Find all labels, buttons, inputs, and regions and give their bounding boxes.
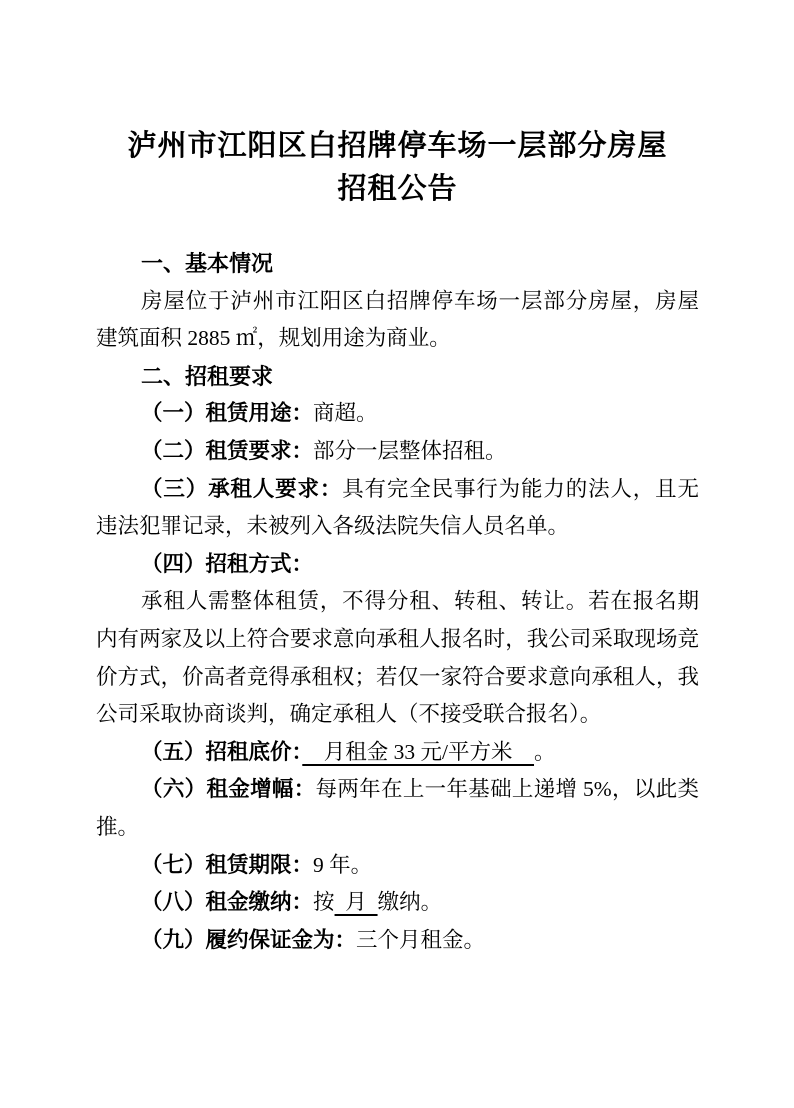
text-segment: 部分一层整体招租。 xyxy=(313,438,507,463)
section-heading: 一、基本情况 xyxy=(141,251,274,276)
text-segment: 。 xyxy=(534,739,556,764)
list-item xyxy=(96,734,699,772)
text-segment: 房屋位于泸州市江阳区白招牌停车场一层部分房屋，房屋建筑面积 2885 ㎡，规划用途为商业。 xyxy=(96,288,699,351)
text-segment: 商超。 xyxy=(313,401,378,426)
item-number: （七） xyxy=(141,852,206,877)
list-item xyxy=(96,395,699,433)
paragraph xyxy=(96,283,699,358)
item-number: （三） xyxy=(141,476,209,501)
item-label: 招租底价： xyxy=(205,739,303,764)
list-item xyxy=(96,433,699,471)
list-item xyxy=(96,546,699,584)
item-label: 招租方式： xyxy=(205,551,314,576)
text-segment: 缴纳。 xyxy=(377,890,443,915)
item-number: （四） xyxy=(141,551,206,576)
document-body xyxy=(96,245,699,959)
underlined-fill-in-text: 月租金 33 元/平方米 xyxy=(302,739,535,764)
item-number: （二） xyxy=(141,438,206,463)
list-item xyxy=(96,771,699,846)
text-segment: 三个月租金。 xyxy=(356,927,486,952)
item-label: 租金增幅： xyxy=(206,777,316,802)
item-label: 租赁要求： xyxy=(205,438,314,463)
item-number: （六） xyxy=(141,777,207,802)
item-label: 租赁用途： xyxy=(205,401,314,426)
list-item xyxy=(96,922,699,960)
document-title-line-2: 招租公告 xyxy=(337,173,458,205)
text-segment: 承租人需整体租赁，不得分租、转租、转让。若在报名期内有两家及以上符合要求意向承租人报名时，我公司采取现场竞价方式，价高者竞得承租权；若仅一家符合要求意向承租人，我公司采取协商谈判，确定承租人（不接受联合报名）。 xyxy=(96,589,699,727)
text-segment: 9 年。 xyxy=(313,852,373,877)
item-label: 租赁期限： xyxy=(205,852,314,877)
list-item xyxy=(96,847,699,885)
document-title xyxy=(96,125,699,211)
text-segment: 具有完全民事行为能力的法人，且无违法犯罪记录，未被列入各级法院失信人员名单。 xyxy=(96,476,699,539)
item-number: （九） xyxy=(141,927,206,952)
list-item xyxy=(96,884,699,922)
list-item xyxy=(96,471,699,546)
text-segment: 按 xyxy=(313,890,335,915)
paragraph xyxy=(96,583,699,733)
item-label: 租金缴纳： xyxy=(205,890,314,915)
item-label: 承租人要求： xyxy=(208,476,343,501)
document-content xyxy=(96,125,699,959)
item-label: 履约保证金为： xyxy=(205,927,357,952)
item-number: （五） xyxy=(141,739,206,764)
item-number: （一） xyxy=(141,401,206,426)
item-number: （八） xyxy=(141,890,206,915)
text-segment: 每两年在上一年基础上递增 5%，以此类推。 xyxy=(96,777,699,839)
underlined-fill-in-text: 月 xyxy=(334,890,378,915)
section-heading: 二、招租要求 xyxy=(141,363,274,389)
document-title-line-1: 泸州市江阳区白招牌停车场一层部分房屋 xyxy=(127,130,668,162)
